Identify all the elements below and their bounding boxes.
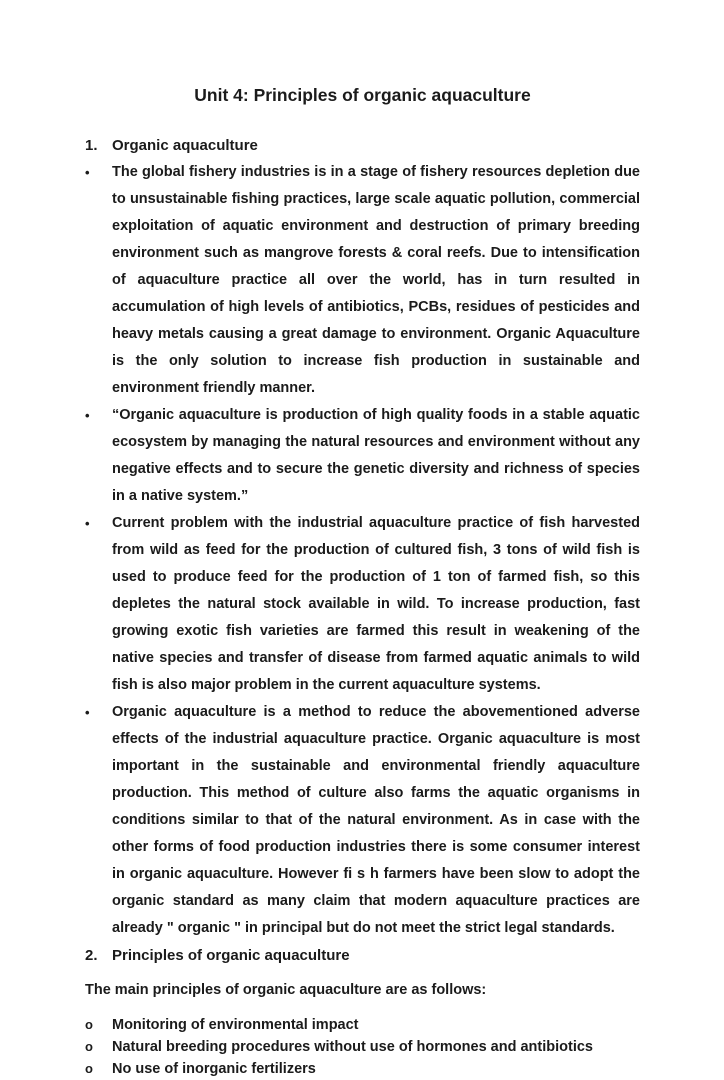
sub-bullet-icon: o — [85, 1017, 93, 1032]
section-2-intro: The main principles of organic aquaculture are as follows: — [85, 982, 487, 998]
bullet-icon: • — [85, 705, 90, 720]
bullet-item-3 — [85, 510, 640, 699]
section-1-heading — [85, 132, 640, 159]
bullet-item-4 — [85, 699, 640, 942]
section-2-heading-text: Principles of organic aquaculture — [112, 947, 350, 964]
bullet-icon: • — [85, 165, 90, 180]
bullet-item-2 — [85, 402, 640, 510]
sub-bullet-icon: o — [85, 1039, 93, 1054]
sub-bullet-text-2: Natural breeding procedures without use of hormones and antibiotics — [112, 1039, 593, 1055]
bullet-text-2: “Organic aquaculture is production of high quality foods in a stable aquatic ecosystem by managing the natural resources and environment without any negative effects and to secure the genetic diversity and richness of species in a native system.” — [112, 407, 640, 504]
bullet-item-1 — [85, 159, 640, 402]
sub-bullet-icon: o — [85, 1061, 93, 1076]
sub-bullet-item-3 — [85, 1058, 640, 1080]
bullet-icon: • — [85, 408, 90, 423]
sub-bullet-text-1: Monitoring of environmental impact — [112, 1017, 359, 1033]
bullet-icon: • — [85, 516, 90, 531]
page-title: Unit 4: Principles of organic aquaculture — [194, 85, 531, 105]
sub-bullet-item-1 — [85, 1014, 640, 1036]
section-1-heading-text: Organic aquaculture — [112, 137, 258, 154]
section-1-number: 1. — [85, 137, 98, 154]
sub-bullet-text-3: No use of inorganic fertilizers — [112, 1061, 316, 1077]
bullet-text-1: The global fishery industries is in a stage of fishery resources depletion due to unsustainable fishing practices, large scale aquatic pollution, commercial exploitation of aquatic environment and destruction of primary breeding environment such as mangrove forests & coral reefs. Due to intensification of aquaculture practice all over the world, has in turn resulted in accumulation of high levels of antibiotics, PCBs, residues of pesticides and heavy metals causing a great damage to environment. Organic Aquaculture is the only solution to increase fish production in sustainable and environment friendly manner. — [112, 164, 640, 396]
section-2-number: 2. — [85, 947, 98, 964]
bullet-text-3: Current problem with the industrial aquaculture practice of fish harvested from wild as feed for the production of cultured fish, 3 tons of wild fish is used to produce feed for the production of 1 ton of farmed fish, so this depletes the natural stock available in wild. To increase production, fast growing exotic fish varieties are farmed this result in weakening of the native species and transfer of disease from farmed aquatic animals to wild fish is also major problem in the current aquaculture systems. — [112, 515, 640, 693]
sub-bullet-item-2 — [85, 1036, 640, 1058]
section-2-heading — [85, 942, 640, 969]
bullet-text-4: Organic aquaculture is a method to reduce the abovementioned adverse effects of the industrial aquaculture practice. Organic aquaculture is most important in the sustainable and environmental friendly aquaculture production. This method of culture also farms the aquatic organisms in conditions similar to that of the natural environment. As in case with the other forms of food production industries there is some consumer interest in organic aquaculture. However fi s h farmers have been slow to adopt the organic standard as many claim that modern aquaculture practices are already " organic " in principal but do not meet the strict legal standards. — [112, 704, 640, 936]
